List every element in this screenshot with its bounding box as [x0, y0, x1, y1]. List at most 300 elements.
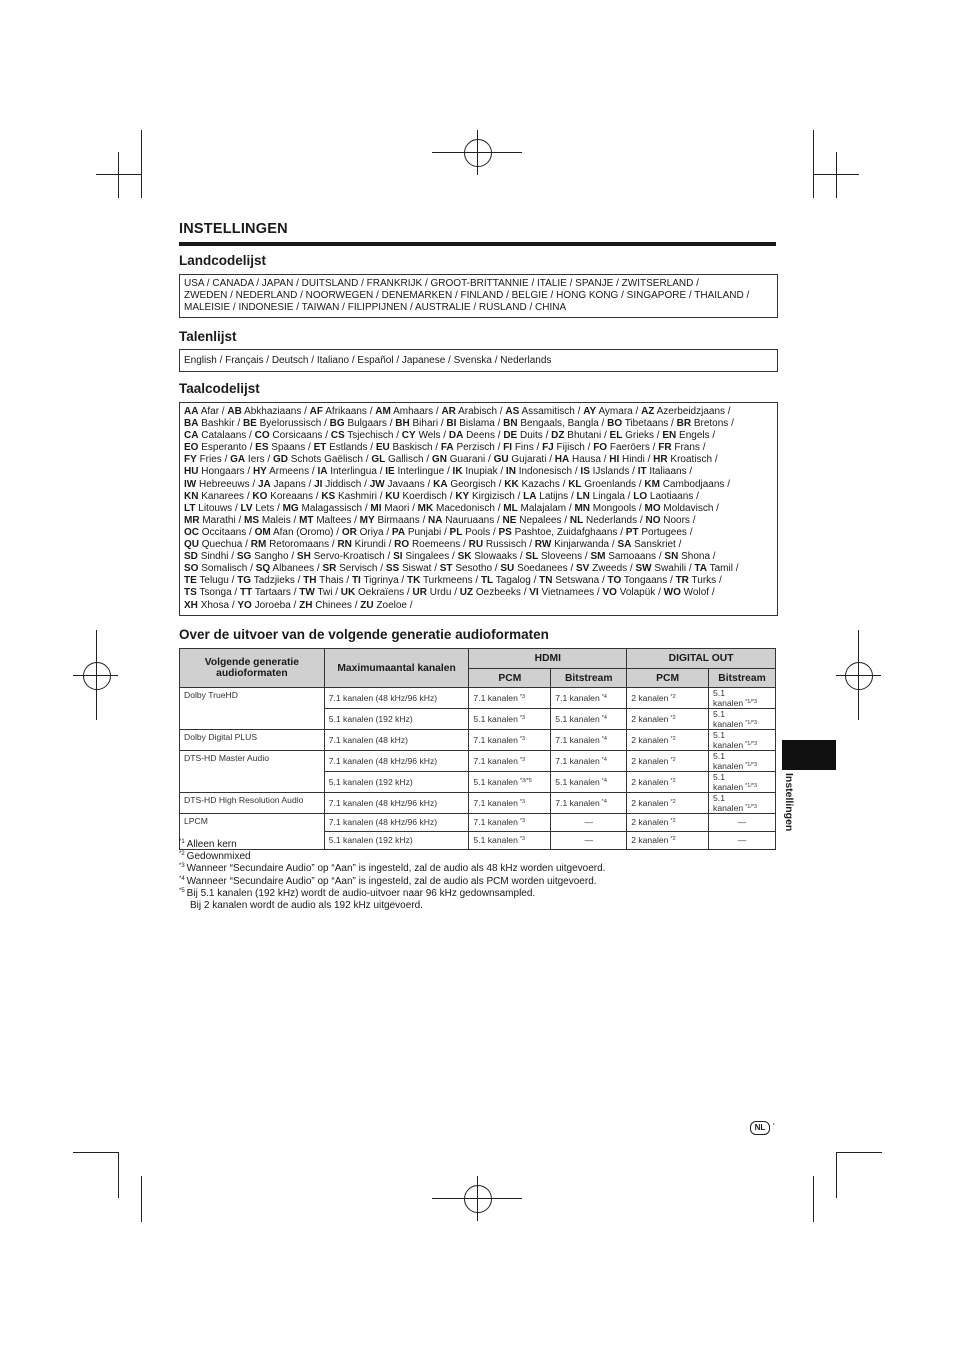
language-code: PA: [391, 526, 406, 538]
language-name: Albanees: [272, 563, 315, 575]
format-name: Dolby TrueHD: [184, 690, 238, 700]
language-name: Interlingua: [330, 466, 377, 478]
registration-circle: [83, 662, 111, 690]
language-code: IN: [505, 466, 516, 478]
footnote-ref: *2: [670, 694, 676, 700]
language-code: PS: [498, 526, 512, 538]
footnote-text: Gedownmixed: [186, 851, 251, 863]
language-code: SA: [617, 539, 632, 551]
crop-mark: [141, 130, 142, 198]
language-code: HY: [252, 466, 267, 478]
registration-circle: [464, 1185, 492, 1213]
language-code-line: EO Esperanto / ES Spaans / ET Estlands / EU Baskisch / FA Perzisch / FI Fins / FJ Fijisch / FO Faeröers / FR Frans /: [184, 442, 706, 454]
language-code: RU: [468, 539, 484, 551]
language-code: FI: [503, 442, 513, 454]
cell-hdmi-bitstream: [551, 688, 627, 709]
footnote-mark: *3: [179, 863, 185, 870]
channel-value: 5.1 kanalen: [473, 714, 518, 724]
language-code: IA: [317, 466, 328, 478]
language-code: AR: [441, 406, 456, 417]
language-code: TK: [406, 575, 421, 587]
footnote-ref: *1/*3: [745, 804, 758, 810]
cell-max-channels: [324, 814, 469, 832]
cell-digital-pcm: [627, 751, 709, 772]
cell-max-channels: [324, 751, 469, 772]
language-name: Corsicaans: [272, 430, 323, 442]
footnote-ref: *4: [601, 799, 607, 805]
language-name: Quechua: [201, 539, 243, 551]
cell-max-channels: [324, 831, 469, 849]
language-code: UK: [340, 587, 356, 599]
language-name: Fins: [514, 442, 534, 454]
language-code: FY: [184, 454, 197, 466]
format-name: DTS-HD High Resolution Audio: [184, 795, 304, 805]
language-code: GU: [493, 454, 509, 466]
crop-mark: [836, 1152, 837, 1198]
language-code-line: LT Litouws / LV Lets / MG Malagassisch / MI Maori / MK Macedonisch / ML Malajalam / MN Mongools / MO Moldavisch /: [184, 502, 719, 514]
language-name: Bengaals, Bangla: [520, 418, 599, 430]
language-name: Sesotho: [455, 563, 493, 575]
language-name: Fries: [199, 454, 222, 466]
page-title: INSTELLINGEN: [179, 221, 288, 237]
language-code: LA: [523, 490, 537, 502]
channel-value: 5.1 kanalen: [713, 688, 744, 708]
language-code: VI: [529, 587, 539, 599]
cell-hdmi-pcm: [469, 709, 551, 730]
language-code: TL: [480, 575, 494, 587]
language-code: KY: [455, 490, 470, 502]
language-code: SM: [590, 551, 606, 563]
language-code: TN: [539, 575, 553, 587]
language-code: JW: [369, 478, 385, 490]
language-name: Italiaans: [649, 466, 687, 478]
language-name: Javaans: [387, 478, 425, 490]
channel-value: 7.1 kanalen: [473, 756, 518, 766]
landcodes-line: ZWEDEN / NEDERLAND / NOORWEGEN / DENEMARKEN / FINLAND / BELGIE / HONG KONG / SINGAPORE / THAILAND /: [184, 290, 750, 302]
language-code: KK: [504, 478, 519, 490]
language-name: Telugu: [199, 575, 229, 587]
language-code: FJ: [542, 442, 554, 454]
language-code: BO: [607, 418, 623, 430]
language-name: Koerdisch: [402, 490, 447, 502]
languages-text: English / Français / Deutsch / Italiano / Español / Japanese / Svenska / Nederlands: [184, 355, 552, 366]
language-name: Oezbeeks: [475, 587, 521, 599]
language-code: MO: [644, 502, 661, 514]
language-code: GN: [431, 454, 447, 466]
language-name: Slowaaks: [474, 551, 518, 563]
language-code-line: TS Tsonga / TT Tartaars / TW Twi / UK Oekraïens / UR Urdu / UZ Oezbeeks / VI Vietnamees / VO Volapük / WO Wolof /: [184, 587, 715, 599]
language-code: JI: [314, 478, 323, 490]
language-code: SV: [576, 563, 590, 575]
language-name: Arabisch: [458, 406, 498, 417]
footnote-text: Bij 5.1 kanalen (192 kHz) wordt de audio-uitvoer naar 96 kHz gedownsampled.: [186, 887, 536, 899]
language-name: Schots Gaëlisch: [290, 454, 363, 466]
cell-digital-pcm: [627, 772, 709, 793]
language-code: TA: [694, 563, 708, 575]
channel-value: 5.1 kanalen: [473, 777, 518, 787]
crop-mark: [836, 152, 837, 198]
language-name: Zweeds: [592, 563, 628, 575]
language-code: ML: [503, 502, 518, 514]
language-code: NE: [502, 514, 517, 526]
language-code: RW: [534, 539, 552, 551]
footnote-text: Wanneer “Secundaire Audio” op “Aan” is ingesteld, zal de audio als 48 kHz worden uitgevoerd.: [186, 863, 606, 875]
cell-max-channels: [324, 730, 469, 751]
language-name: Tibetaans: [624, 418, 669, 430]
language-code: SL: [525, 551, 539, 563]
language-code-line: SD Sindhi / SG Sangho / SH Servo-Kroatisch / SI Singalees / SK Slowaaks / SL Sloveens / SM Samoaans / SN Shona /: [184, 551, 716, 563]
language-name: Laotiaans: [649, 490, 694, 502]
language-name: Shona: [681, 551, 711, 563]
crop-mark: [141, 1176, 142, 1222]
language-code: SR: [322, 563, 337, 575]
language-name: Spaans: [271, 442, 306, 454]
channel-value: 7.1 kanalen: [473, 798, 518, 808]
language-code: SW: [635, 563, 652, 575]
cell-hdmi-bitstream: [551, 730, 627, 751]
section-tab: [782, 740, 836, 770]
cell-digital-pcm: [627, 793, 709, 814]
cell-format: [180, 730, 325, 751]
language-code-line: IW Hebreeuws / JA Japans / JI Jiddisch / JW Javaans / KA Georgisch / KK Kazachs / KL Groenlands / KM Cambodjaans /: [184, 478, 730, 490]
language-code: AY: [583, 406, 597, 417]
language-name: Macedonisch: [436, 502, 495, 514]
language-name: Portugees: [641, 526, 687, 538]
language-codes-box: [179, 402, 778, 616]
footnote-ref: *2: [670, 757, 676, 763]
audio-heading: Over de uitvoer van de volgende generatie audioformaten: [179, 627, 549, 642]
language-name: Nederlands: [585, 514, 638, 526]
language-name: Chinees: [315, 599, 352, 611]
language-name: Frans: [674, 442, 700, 454]
language-name: Soedanees: [517, 563, 568, 575]
channel-value: 7.1 kanalen: [555, 735, 600, 745]
language-name: Roemeens: [411, 539, 461, 551]
crop-mark: [813, 130, 814, 198]
language-code: EU: [375, 442, 390, 454]
language-name: Hebreeuws: [199, 478, 250, 490]
footnote-ref: *1/*3: [745, 720, 758, 726]
language-name: Urdu: [429, 587, 452, 599]
language-code: OM: [254, 526, 271, 538]
language-name: Tamil: [709, 563, 733, 575]
channel-value: 7.1 kanalen: [555, 798, 600, 808]
language-name: Abkhaziaans: [244, 406, 302, 417]
language-code: TS: [184, 587, 197, 599]
footnote-ref: *3: [519, 694, 526, 700]
channel-value: 2 kanalen: [631, 798, 669, 808]
channel-value: 7.1 kanalen: [473, 693, 518, 703]
language-code: CS: [330, 430, 345, 442]
language-code: KM: [644, 478, 660, 490]
col-header-digital-pcm: PCM: [627, 669, 709, 688]
cell-digital-pcm: [627, 831, 709, 849]
cell-hdmi-bitstream: [551, 751, 627, 772]
footnote-mark: *5: [179, 887, 185, 894]
language-code: CY: [401, 430, 416, 442]
language-code: YO: [237, 599, 252, 611]
language-code: KS: [321, 490, 336, 502]
max-channels-text: 5.1 kanalen (192 kHz): [328, 714, 413, 724]
language-code: HA: [554, 454, 570, 466]
language-code: VO: [602, 587, 617, 599]
footnote-text: Alleen kern: [186, 839, 237, 850]
language-code: QU: [184, 539, 199, 551]
language-code: TG: [237, 575, 252, 587]
channel-value: 2 kanalen: [631, 756, 669, 766]
language-name: Esperanto: [201, 442, 247, 454]
language-name: Cambodjaans: [662, 478, 725, 490]
language-code: LV: [240, 502, 253, 514]
language-code: LN: [576, 490, 590, 502]
language-code: BH: [395, 418, 410, 430]
language-name: Somalisch: [201, 563, 248, 575]
col-header-format: Volgende generatie audioformaten: [180, 649, 325, 688]
language-code: SD: [184, 551, 198, 563]
language-code: SN: [664, 551, 679, 563]
language-name: Singalees: [405, 551, 450, 563]
language-name: Kashmiri: [338, 490, 377, 502]
max-channels-text: 7.1 kanalen (48 kHz/96 kHz): [328, 798, 438, 808]
language-code: PT: [625, 526, 639, 538]
language-code: IS: [580, 466, 590, 478]
language-name: Birmaans: [377, 514, 420, 526]
language-code-line: OC Occitaans / OM Afan (Oromo) / OR Oriya / PA Punjabi / PL Pools / PS Pashtoe, Zuidafghaans / PT Portugees /: [184, 526, 693, 538]
language-name: Faeröers: [609, 442, 650, 454]
language-name: Maori: [384, 502, 410, 514]
cell-format: [180, 751, 325, 793]
cell-hdmi-pcm: [469, 730, 551, 751]
language-name: Pools: [465, 526, 491, 538]
format-name: DTS-HD Master Audio: [184, 753, 270, 763]
language-code: AF: [309, 406, 324, 417]
footnote-ref: *4: [601, 736, 607, 742]
language-name: Swahili: [654, 563, 687, 575]
cell-hdmi-bitstream: [551, 831, 627, 849]
language-code: EO: [184, 442, 199, 454]
language-name: Siswat: [401, 563, 432, 575]
table-row: [180, 688, 776, 709]
cell-digital-bitstream: [709, 688, 776, 709]
language-code: ZU: [360, 599, 374, 611]
language-code: RN: [337, 539, 352, 551]
language-code-line: FY Fries / GA Iers / GD Schots Gaëlisch / GL Gallisch / GN Guarani / GU Gujarati / HA Hausa / HI Hindi / HR Kroatisch /: [184, 454, 718, 466]
language-code: ST: [439, 563, 453, 575]
language-code: BI: [446, 418, 457, 430]
language-name: Retoromaans: [269, 539, 330, 551]
language-name: Georgisch: [450, 478, 496, 490]
cell-digital-pcm: [627, 814, 709, 832]
language-code: KO: [252, 490, 268, 502]
language-name: Bislama: [459, 418, 495, 430]
cell-digital-bitstream: [709, 709, 776, 730]
cell-max-channels: [324, 772, 469, 793]
footnote: [179, 863, 605, 875]
language-code: KN: [184, 490, 199, 502]
language-name: Armeens: [269, 466, 310, 478]
language-code: MK: [417, 502, 434, 514]
section-tab-label: Instellingen: [783, 773, 795, 832]
language-code: MT: [299, 514, 314, 526]
language-name: Afar: [200, 406, 220, 417]
language-code: KL: [568, 478, 582, 490]
language-name: Oekraïens: [358, 587, 405, 599]
cell-hdmi-bitstream: [551, 709, 627, 730]
language-name: Gallisch: [388, 454, 424, 466]
language-name: Afan (Oromo): [272, 526, 334, 538]
channel-value: 5.1 kanalen: [713, 772, 744, 792]
language-code-line: HU Hongaars / HY Armeens / IA Interlingua / IE Interlingue / IK Inupiak / IN Indonesisch / IS IJslands / IT Italiaans /: [184, 466, 693, 478]
language-name: Bhutani: [567, 430, 602, 442]
cell-hdmi-pcm: [469, 772, 551, 793]
language-name: Malagassisch: [301, 502, 363, 514]
language-code: EL: [609, 430, 623, 442]
format-name: LPCM: [184, 816, 208, 826]
col-header-hdmi-bitstream: Bitstream: [551, 669, 627, 688]
language-name: Wolof: [683, 587, 710, 599]
table-row: [180, 793, 776, 814]
footnote: [179, 851, 251, 863]
language-name: Inupiak: [465, 466, 498, 478]
language-name: Duits: [520, 430, 543, 442]
channel-value: 5.1 kanalen: [713, 751, 744, 771]
footnote-mark: *1: [179, 839, 185, 845]
max-channels-text: 5.1 kanalen (192 kHz): [328, 835, 413, 846]
footnote-ref: *3: [519, 757, 526, 763]
language-name: Bihari: [412, 418, 439, 430]
language-code: RO: [394, 539, 410, 551]
cell-digital-bitstream: [709, 772, 776, 793]
footnote-ref: *1/*3: [745, 699, 758, 705]
language-name: Tigrinya: [363, 575, 399, 587]
language-code: KA: [433, 478, 448, 490]
cell-digital-bitstream: [709, 730, 776, 751]
language-code: FO: [593, 442, 608, 454]
registration-circle: [845, 662, 873, 690]
cell-max-channels: [324, 709, 469, 730]
language-code: DA: [448, 430, 464, 442]
language-code: TH: [303, 575, 317, 587]
language-name: Turks: [691, 575, 717, 587]
language-name: Occitaans: [201, 526, 247, 538]
footnote-ref: *4: [601, 757, 607, 763]
footnote-ref: *3: [519, 799, 526, 805]
language-code: AM: [375, 406, 391, 417]
language-code: HR: [653, 454, 668, 466]
footnote-mark: *4: [179, 875, 185, 882]
language-code: JA: [257, 478, 271, 490]
language-name: Bulgaars: [347, 418, 387, 430]
audio-formats-table: [179, 648, 776, 850]
language-code: LT: [184, 502, 196, 514]
language-name: Volapük: [619, 587, 656, 599]
channel-value: 5.1 kanalen: [555, 777, 600, 787]
footnote-text: Wanneer “Secundaire Audio” op “Aan” is ingesteld, zal de audio als PCM worden uitgevoerd.: [186, 875, 597, 887]
language-code: FA: [440, 442, 454, 454]
footnote-ref: *2: [670, 799, 676, 805]
language-code: KU: [385, 490, 400, 502]
language-name: Moldavisch: [663, 502, 714, 514]
language-code: BE: [242, 418, 257, 430]
language-code: HI: [609, 454, 620, 466]
landcodes-line: USA / CANADA / JAPAN / DUITSLAND / FRANKRIJK / GROOT-BRITTANNIE / ITALIE / SPANJE / ZWITSERLAND /: [184, 278, 699, 289]
cell-max-channels: [324, 793, 469, 814]
channel-value: —: [737, 817, 747, 828]
language-name: Turkmeens: [422, 575, 473, 587]
language-code: NA: [428, 514, 443, 526]
language-name: Kazachs: [521, 478, 560, 490]
footnote-ref: *1/*3: [745, 762, 758, 768]
language-name: Kanarees: [201, 490, 245, 502]
language-code: DE: [503, 430, 518, 442]
language-name: Tartaars: [254, 587, 291, 599]
language-name: Amhaars: [393, 406, 434, 417]
col-header-digital-bitstream: Bitstream: [709, 669, 776, 688]
language-name: Lets: [255, 502, 275, 514]
language-name: Assamitisch: [521, 406, 575, 417]
language-code-line: XH Xhosa / YO Joroeba / ZH Chinees / ZU Zoeloe /: [184, 599, 413, 611]
language-name: Thais: [319, 575, 344, 587]
language-code: NL: [569, 514, 584, 526]
footnote-ref: *2: [670, 736, 676, 742]
max-channels-text: 5.1 kanalen (192 kHz): [328, 777, 413, 787]
channel-value: 5.1 kanalen: [473, 835, 518, 846]
max-channels-text: 7.1 kanalen (48 kHz/96 kHz): [328, 817, 438, 828]
language-code: BG: [329, 418, 345, 430]
language-code: WO: [663, 587, 681, 599]
language-name: Latijns: [539, 490, 569, 502]
language-code: AA: [184, 406, 199, 417]
language-name: Baskisch: [392, 442, 433, 454]
max-channels-text: 7.1 kanalen (48 kHz): [328, 735, 408, 745]
language-name: Deens: [466, 430, 495, 442]
language-code: OC: [184, 526, 199, 538]
cell-hdmi-pcm: [469, 831, 551, 849]
language-name: Catalaans: [201, 430, 247, 442]
language-name: Tagalog: [495, 575, 531, 587]
footnote-ref: *3: [519, 715, 526, 721]
language-name: Mongools: [592, 502, 637, 514]
landcodes-box: [179, 274, 778, 318]
language-code: MN: [574, 502, 590, 514]
channel-value: 5.1 kanalen: [713, 709, 744, 729]
language-code: SU: [500, 563, 515, 575]
language-name: Wels: [418, 430, 441, 442]
language-code: AZ: [641, 406, 655, 417]
language-code-line: SO Somalisch / SQ Albanees / SR Servisch / SS Siswat / ST Sesotho / SU Soedanees / SV Zweeds / SW Swahili / TA Tamil /: [184, 563, 739, 575]
language-name: Marathi: [202, 514, 236, 526]
language-code: GD: [272, 454, 288, 466]
channel-value: 2 kanalen: [631, 735, 669, 745]
footnote-ref: *3: [519, 736, 526, 742]
language-name: Nepalees: [519, 514, 562, 526]
language-name: Noors: [663, 514, 690, 526]
language-code: IW: [184, 478, 197, 490]
table-row: [180, 751, 776, 772]
language-code: ES: [255, 442, 269, 454]
footnote-ref: *3: [519, 818, 526, 825]
language-name: Interlingue: [397, 466, 445, 478]
channel-value: 7.1 kanalen: [555, 693, 600, 703]
language-code: IT: [637, 466, 647, 478]
language-name: Oriya: [359, 526, 384, 538]
language-code-line: KN Kanarees / KO Koreaans / KS Kashmiri / KU Koerdisch / KY Kirgizisch / LA Latijns / LN Lingala / LO Laotiaans /: [184, 490, 699, 502]
languages-heading: Talenlijst: [179, 329, 237, 344]
language-name: IJslands: [592, 466, 630, 478]
language-code: GA: [230, 454, 246, 466]
language-name: Vietnamees: [541, 587, 595, 599]
channel-value: 2 kanalen: [631, 835, 669, 846]
